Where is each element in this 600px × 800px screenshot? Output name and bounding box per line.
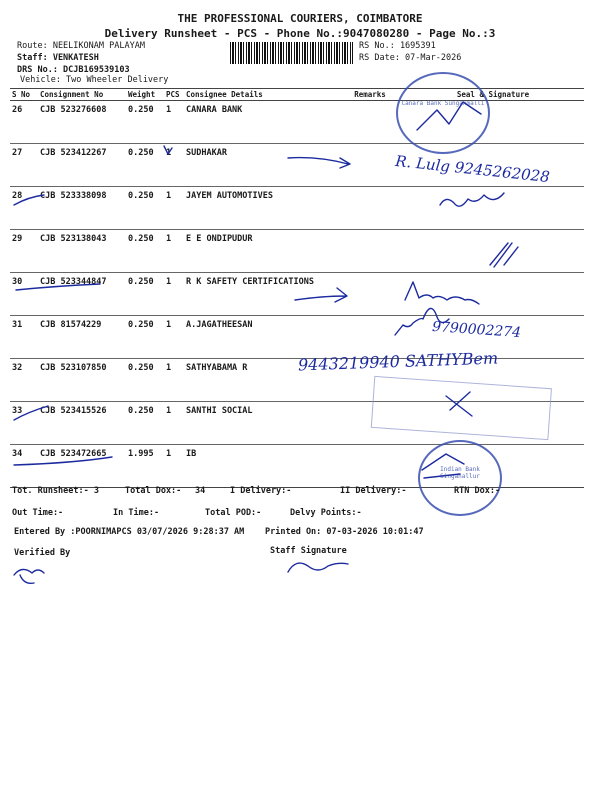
signature-row-28 (440, 193, 504, 206)
tick-row-30 (16, 284, 100, 290)
row-weight: 0.250 (126, 187, 164, 230)
row-consignment: CJB 523276608 (38, 101, 126, 144)
phone-row-32: 9443219940 SATHYBem (297, 348, 499, 375)
row-pcs: 1 (164, 359, 184, 402)
row-consignee: R K SAFETY CERTIFICATIONS (184, 273, 338, 316)
col-sno-header: S No (10, 89, 38, 101)
row-consignment: CJB 523338098 (38, 187, 126, 230)
signature-row-27: R. Lulg 9245262028 (394, 151, 551, 187)
company-title: THE PROFESSIONAL COURIERS, COIMBATORE (177, 12, 423, 25)
rs-number: RS No.: 1695391 (359, 41, 436, 51)
staff-signature-scribble (288, 563, 348, 572)
col-weight-header: Weight (126, 89, 164, 101)
row-consignment: CJB 523344847 (38, 273, 126, 316)
drs-number: DRS No.: DCJB169539103 (17, 65, 130, 75)
signature-scribbles (14, 102, 518, 583)
row-consignment: CJB 523412267 (38, 144, 126, 187)
row-pcs: 1 (164, 316, 184, 359)
row-sno: 27 (10, 144, 38, 187)
row-pcs: 1 (164, 230, 184, 273)
col-remarks-header: Remarks (338, 89, 402, 101)
vehicle: Vehicle: Two Wheeler Delivery (20, 75, 169, 85)
total-pod: Total POD:- (205, 508, 262, 518)
tot-runsheet: Tot. Runsheet:- 3 (12, 486, 99, 496)
row-weight: 0.250 (126, 316, 164, 359)
row-weight: 1.995 (126, 445, 164, 488)
row-consignee: SATHYABAMA R (184, 359, 338, 402)
signature-row-33 (446, 392, 472, 416)
row-weight: 0.250 (126, 402, 164, 445)
signature-row-34 (422, 454, 464, 478)
route: Route: NEELIKONAM PALAYAM (17, 41, 145, 51)
arrow-row-30 (295, 288, 347, 302)
verified-signature (14, 569, 44, 583)
entered-by: Entered By :POORNIMAPCS 03/07/2026 9:28:37 AM (14, 527, 245, 537)
row-consignment: CJB 523472665 (38, 445, 126, 488)
row-consignee: CANARA BANK (184, 101, 338, 144)
rs-date: RS Date: 07-Mar-2026 (359, 53, 462, 63)
canara-stamp-text: Canara Bank Sunganmalli (401, 100, 485, 107)
col-seal-header: Seal & Signature (402, 89, 584, 101)
row-consignment: CJB 81574229 (38, 316, 126, 359)
row-sno: 32 (10, 359, 38, 402)
row-sno: 28 (10, 187, 38, 230)
row-sno: 26 (10, 101, 38, 144)
ib-stamp-text: Indian Bank Singanallur (440, 466, 480, 480)
row-consignee: IB (184, 445, 338, 488)
row-pcs: 1 (164, 144, 184, 187)
col-consignee-header: Consignee Details (184, 89, 338, 101)
row-weight: 0.250 (126, 144, 164, 187)
canara-signature (417, 102, 481, 130)
row-sno: 29 (10, 230, 38, 273)
row-pcs: 1 (164, 101, 184, 144)
phone-row-31: 9790002274 (431, 318, 522, 342)
row-sno: 30 (10, 273, 38, 316)
row-sno: 31 (10, 316, 38, 359)
row-consignee: SANTHI SOCIAL (184, 402, 338, 445)
row-consignment: CJB 523107850 (38, 359, 126, 402)
row-weight: 0.250 (126, 101, 164, 144)
signature-row-30 (405, 282, 479, 304)
row-consignment: CJB 523415526 (38, 402, 126, 445)
printed-on: Printed On: 07-03-2026 10:01:47 (265, 527, 424, 537)
rtn-dox: RTN Dox:- (454, 486, 501, 496)
runsheet-subtitle: Delivery Runsheet - PCS - Phone No.:9047080280 - Page No.:3 (104, 27, 496, 40)
row-sno: 33 (10, 402, 38, 445)
row-pcs: 1 (164, 187, 184, 230)
verified-by: Verified By (14, 548, 71, 558)
out-time: Out Time:- (12, 508, 64, 518)
signature-row-29 (490, 243, 518, 267)
row-consignee: A.JAGATHEESAN (184, 316, 338, 359)
row-weight: 0.250 (126, 273, 164, 316)
i-delivery: I Delivery:- (230, 486, 292, 496)
pcs-mark-27 (164, 146, 172, 154)
row-consignee: E E ONDIPUDUR (184, 230, 338, 273)
delvy-points: Delvy Points:- (290, 508, 362, 518)
row-pcs: 1 (164, 445, 184, 488)
row-consignee: JAYEM AUTOMOTIVES (184, 187, 338, 230)
col-pcs-header: PCS (164, 89, 184, 101)
signature-row-31 (395, 308, 449, 335)
row-sno: 34 (10, 445, 38, 488)
arrow-row-27 (288, 158, 350, 168)
tick-row-28 (14, 195, 44, 205)
total-dox-value: 34 (195, 486, 206, 496)
ii-delivery: II Delivery:- (340, 486, 407, 496)
tick-row-33 (14, 406, 48, 420)
row-weight: 0.250 (126, 359, 164, 402)
in-time: In Time:- (113, 508, 160, 518)
row-weight: 0.250 (126, 230, 164, 273)
staff-signature: Staff Signature (270, 546, 347, 556)
row-consignee: SUDHAKAR (184, 144, 338, 187)
row-pcs: 1 (164, 402, 184, 445)
col-consignment-header: Consignment No (38, 89, 126, 101)
total-dox-label: Total Dox:- (125, 486, 182, 496)
tick-row-34 (14, 457, 112, 465)
staff: Staff: VENKATESH (17, 53, 99, 63)
row-consignment: CJB 523138043 (38, 230, 126, 273)
row-pcs: 1 (164, 273, 184, 316)
